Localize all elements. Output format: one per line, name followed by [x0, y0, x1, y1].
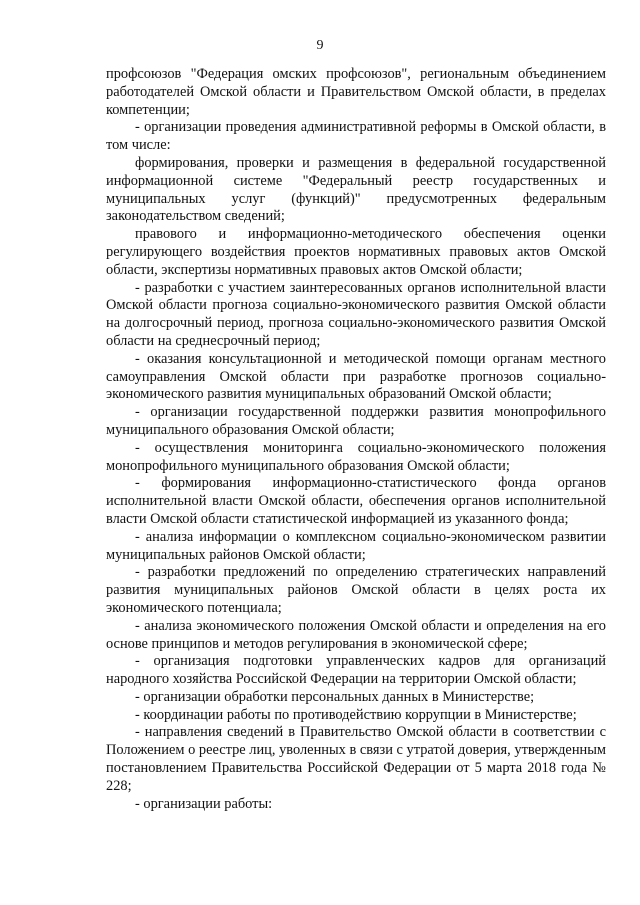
- paragraph: - организации проведения административной реформы в Омской области, в том числе:: [106, 119, 606, 154]
- paragraph: - анализа экономического положения Омской области и определения на его основе принципов и методов регулирования в экономической сфере;: [106, 617, 606, 652]
- paragraph: - организация подготовки управленческих кадров для организаций народного хозяйства Российской Федерации на территории Омской области;: [106, 653, 606, 688]
- paragraph: формирования, проверки и размещения в федеральной государственной информационной системе "Федеральный реестр государственных и муниципальных услуг (функций)" предусмотренных федеральным законодательством сведений;: [106, 154, 606, 225]
- paragraph: профсоюзов "Федерация омских профсоюзов", региональным объединением работодателей Омской области и Правительством Омской области, в пределах компетенции;: [106, 66, 606, 118]
- paragraph: - разработки предложений по определению стратегических направлений развития муниципальных районов Омской области в целях роста их экономического потенциала;: [106, 564, 606, 616]
- paragraph: - осуществления мониторинга социально-экономического положения монопрофильного муниципального образования Омской области;: [106, 439, 606, 474]
- paragraph: - анализа информации о комплексном социально-экономическом развитии муниципальных районов Омской области;: [106, 528, 606, 563]
- paragraph: - организации работы:: [135, 795, 273, 812]
- paragraph: - координации работы по противодействию коррупции в Министерстве;: [135, 706, 577, 723]
- paragraph: - формирования информационно-статистического фонда органов исполнительной власти Омской области, обеспечения органов исполнительной власти Омской области статистической информацией из указанного фонда;: [106, 475, 606, 527]
- paragraph: - организации обработки персональных данных в Министерстве;: [135, 688, 535, 705]
- document-body: [106, 66, 606, 813]
- paragraph: - направления сведений в Правительство Омской области в соответствии с Положением о реестре лиц, уволенных в связи с утратой доверия, утвержденным постановлением Правительства Российской Федерации от 5 марта 2018 года № 228;: [106, 724, 606, 794]
- paragraph: - организации государственной поддержки развития монопрофильного муниципального образования Омской области;: [106, 404, 606, 438]
- page-number: 9: [316, 38, 324, 53]
- paragraph: - оказания консультационной и методической помощи органам местного самоуправления Омской области при разработке прогнозов социально-экономического развития муниципальных образований Омской области;: [106, 350, 606, 403]
- paragraph: правового и информационно-методического обеспечения оценки регулирующего воздействия проектов нормативных правовых актов Омской области, экспертизы нормативных правовых актов Омской области;: [106, 226, 606, 278]
- paragraph: - разработки с участием заинтересованных органов исполнительной власти Омской области прогноза социально-экономического развития Омской области на долгосрочный период, прогноза социально-экономического развития Омской области на среднесрочный период;: [106, 279, 606, 349]
